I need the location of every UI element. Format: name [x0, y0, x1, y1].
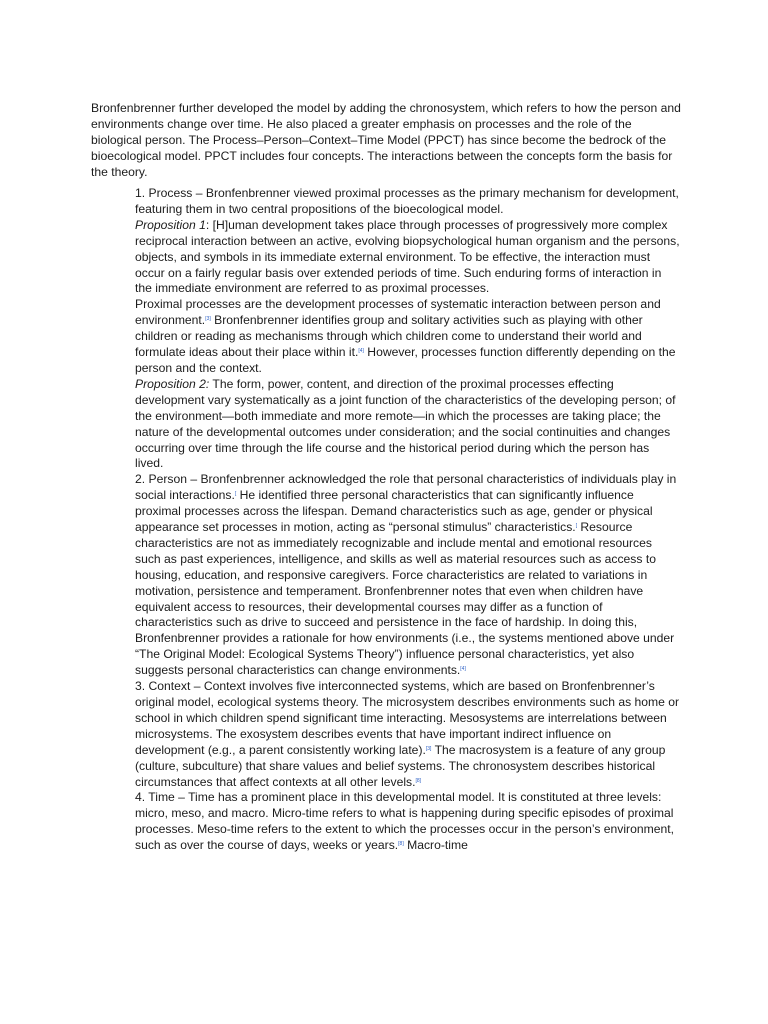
- citation-link[interactable]: [: [234, 491, 237, 498]
- person-paragraph: [135, 472, 680, 679]
- proximal-text-2: Bronfenbrenner identifies group and solitary activities such as playing with other children or reading as mechanisms through which children come to understand their world and formulate ideas about their place within it.: [135, 313, 643, 360]
- process-lead: 1. Process – Bronfenbrenner viewed proximal processes as the primary mechanism for development, featuring them in two central propositions of the bioecological model.: [135, 186, 679, 216]
- proximal-text-1: Proximal processes are the development processes of systematic interaction between person and environment.: [135, 297, 661, 328]
- time-text-1: 4. Time – Time has a prominent place in this developmental model. It is constituted at three levels: micro, meso, and macro. Micro-time refers to what is happening during specific episodes of proximal processes. Meso-time refers to the extent to which the processes occur in the person’s environment, such as over the course of days, weeks or years.: [135, 790, 674, 853]
- person-text-1: 2. Person – Bronfenbrenner acknowledged the role that personal characteristics of individuals play in social interactions.: [135, 472, 677, 503]
- context-text-1: 3. Context – Context involves five interconnected systems, which are based on Bronfenbrenner’s original model, ecological systems theory. The microsystem describes environments such as home or school in which children spend significant time interacting. Mesosystems are interrelations between microsystems. The exosystem describes events that have important indirect influence on development (e.g., a parent consistently working late).: [135, 679, 680, 757]
- proximal-text-3: However, processes function differently depending on the person and the context.: [135, 345, 676, 375]
- citation-link[interactable]: [3]: [425, 745, 432, 752]
- citation-link[interactable]: [3]: [205, 316, 211, 323]
- citation-link[interactable]: [: [575, 523, 578, 530]
- ppct-concepts-list: [135, 186, 680, 854]
- proposition-1-label: Proposition 1: [135, 217, 206, 232]
- proximal-processes-paragraph: [135, 297, 680, 377]
- proposition-1-text: : [H]uman development takes place through processes of progressively more complex reciprocal interaction between an active, evolving biopsychological human organism and the persons, objects, and symbols in its immediate external environment. To be effective, the interaction must occur on a fairly regular basis over extended periods of time. Such enduring forms of interaction in the immediate environment are referred to as proximal processes.: [135, 217, 680, 296]
- time-text-2: Macro-time: [403, 838, 468, 853]
- proposition-2: [135, 377, 680, 472]
- citation-link[interactable]: [8]: [415, 777, 422, 784]
- proposition-1: [135, 218, 680, 298]
- person-text-3: Resource characteristics are not as immediately recognizable and include mental and emotional resources such as past experiences, intelligence, and skills as well as material resources such as access to housing, education, and responsive caregivers. Force characteristics are related to variations in motivation, persistence and temperament. Bronfenbrenner notes that even when children have equivalent access to resources, their developmental courses may differ as a function of characteristics such as drive to succeed and persistence in the face of hardship. In doing this, Bronfenbrenner provides a rationale for how environments (i.e., the systems mentioned above under “The Original Model: Ecological Systems Theory”) influence personal characteristics, yet also suggests personal characteristics can change environments.: [135, 520, 675, 678]
- time-paragraph: [135, 790, 680, 854]
- person-text-2: He identified three personal characteristics that can significantly influence proximal processes across the lifespan. Demand characteristics such as age, gender or physical appearance set processes in motion, acting as “personal stimulus” characteristics.: [135, 488, 653, 535]
- intro-paragraph: Bronfenbrenner further developed the model by adding the chronosystem, which refers to how the person and environments change over time. He also placed a greater emphasis on processes and the role of the biological person. The Process–Person–Context–Time Model (PPCT) has since become the bedrock of the bioecological model. PPCT includes four concepts. The interactions between the concepts form the basis for the theory.: [91, 101, 681, 179]
- citation-link[interactable]: [8]: [398, 841, 404, 848]
- context-paragraph: [135, 679, 680, 790]
- proposition-2-label: Proposition 2:: [135, 376, 210, 391]
- citation-link[interactable]: [4]: [358, 348, 364, 355]
- context-text-2: The macrosystem is a feature of any group (culture, subculture) that share values and belief systems. The chronosystem describes historical circumstances that affect contexts at all other levels.: [135, 742, 666, 789]
- proposition-2-text: The form, power, content, and direction of the proximal processes effecting development vary systematically as a joint function of the characteristics of the developing person; of the environment—both immediate and more remote—in which the processes are taking place; the nature of the developmental outcomes under consideration; and the social continuities and changes occurring over time through the life course and the historical period during which the person has lived.: [135, 376, 676, 471]
- citation-link[interactable]: [4]: [460, 666, 466, 673]
